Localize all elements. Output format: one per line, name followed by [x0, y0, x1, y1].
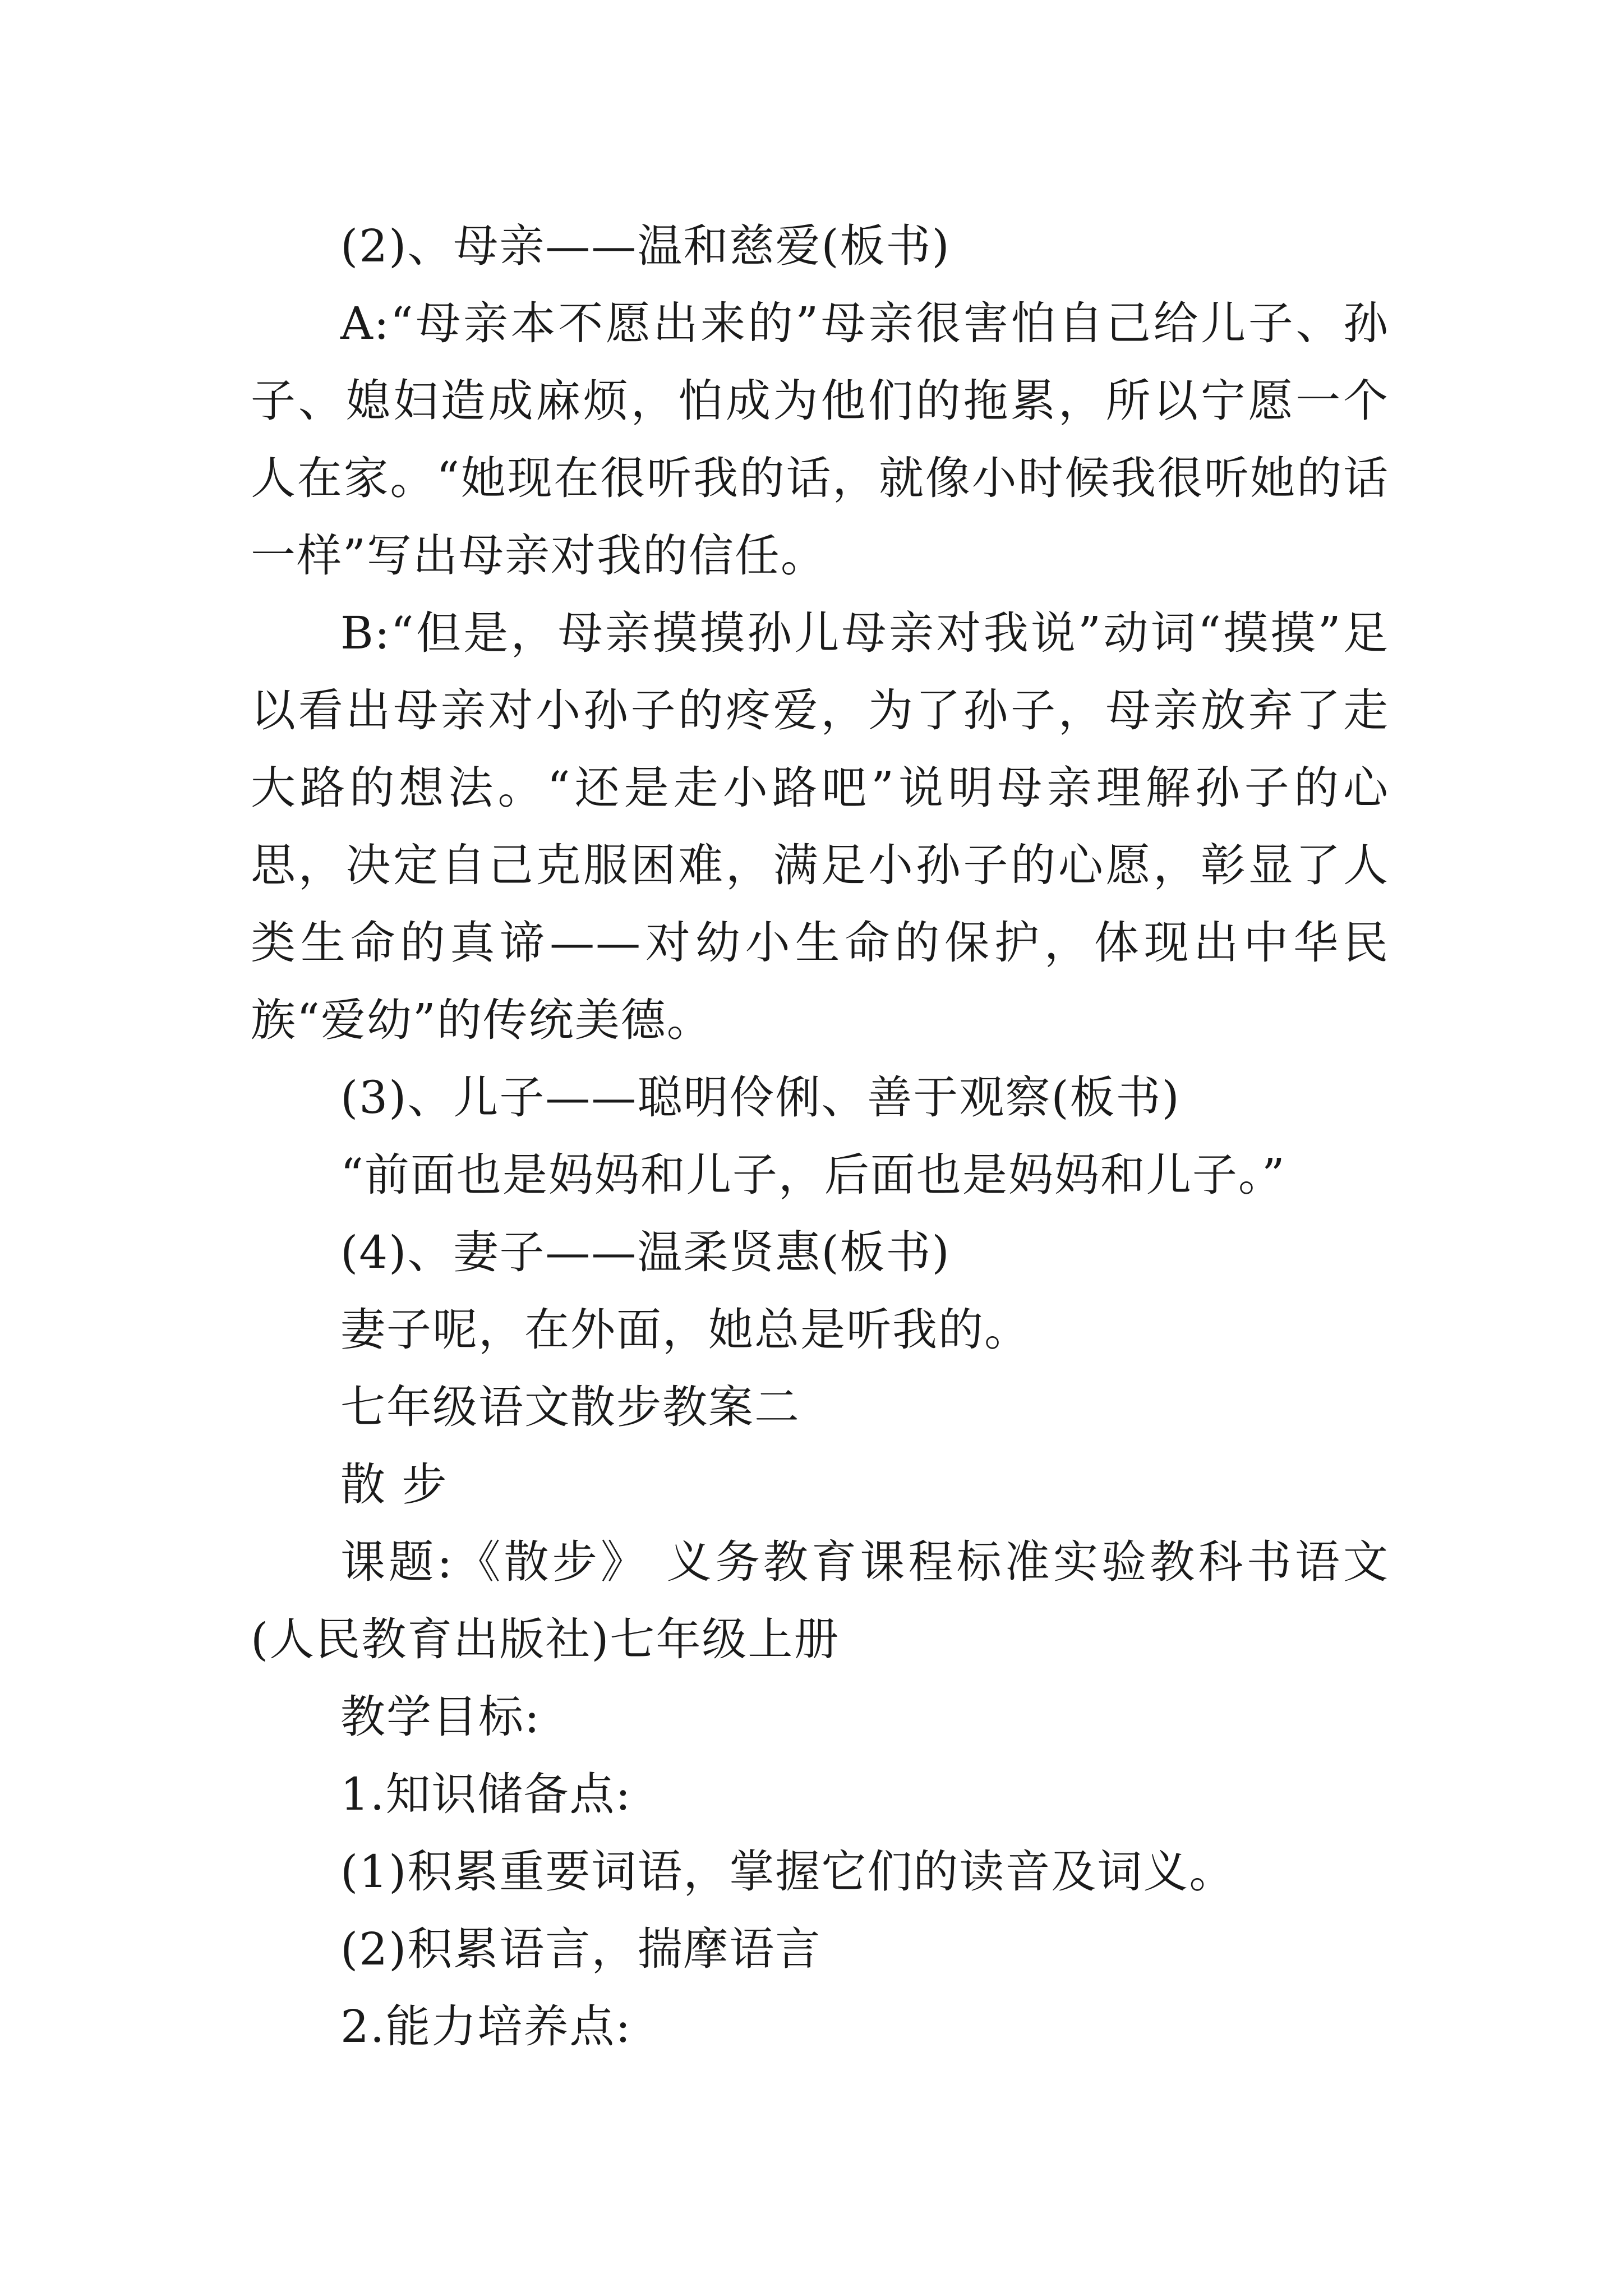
paragraph-son-heading: (3)、儿子——聪明伶俐、善于观察(板书): [340, 1071, 1181, 1124]
paragraph-mother-b: B:“但是，母亲摸摸孙儿母亲对我说”动词“摸摸”足以看出母亲对小孙子的疼爱，为了孙子，母亲放弃了走大路的想法。“还是走小路吧”说明母亲理解孙子的心思，决定自己克服困难，满足小孙子的心愿，彰显了人类生命的真谛——对幼小生命的保护，体现出中华民族“爱幼”的传统美德。: [251, 607, 1389, 1046]
paragraph-ability-points: 2.能力培养点:: [340, 2000, 632, 2053]
paragraph-wife-text: 妻子呢，在外面，她总是听我的。: [340, 1304, 1030, 1356]
paragraph-knowledge-points: 1.知识储备点:: [340, 1768, 632, 1820]
document-body: [251, 208, 1389, 2065]
paragraph-mother-a: A:“母亲本不愿出来的”母亲很害怕自己给儿子、孙子、媳妇造成麻烦，怕成为他们的拖累，所以宁愿一个人在家。“她现在很听我的话，就像小时候我很听她的话一样”写出母亲对我的信任。: [251, 297, 1389, 582]
paragraph-mother-heading: (2)、母亲——温和慈爱(板书): [340, 220, 951, 272]
paragraph-son-quote: “前面也是妈妈和儿子，后面也是妈妈和儿子。”: [340, 1149, 1286, 1201]
paragraph-knowledge-2: (2)积累语言，揣摩语言: [340, 1923, 822, 1975]
paragraph-lesson-name: 散 步: [340, 1458, 448, 1511]
paragraph-teaching-goals: 教学目标:: [340, 1691, 541, 1743]
paragraph-topic: 课题:《散步》 义务教育课程标准实验教科书语文(人民教育出版社)七年级上册: [251, 1536, 1389, 1665]
paragraph-lesson-two-title: 七年级语文散步教案二: [340, 1381, 800, 1433]
paragraph-wife-heading: (4)、妻子——温柔贤惠(板书): [340, 1226, 951, 1278]
paragraph-knowledge-1: (1)积累重要词语，掌握它们的读音及词义。: [340, 1846, 1235, 1898]
